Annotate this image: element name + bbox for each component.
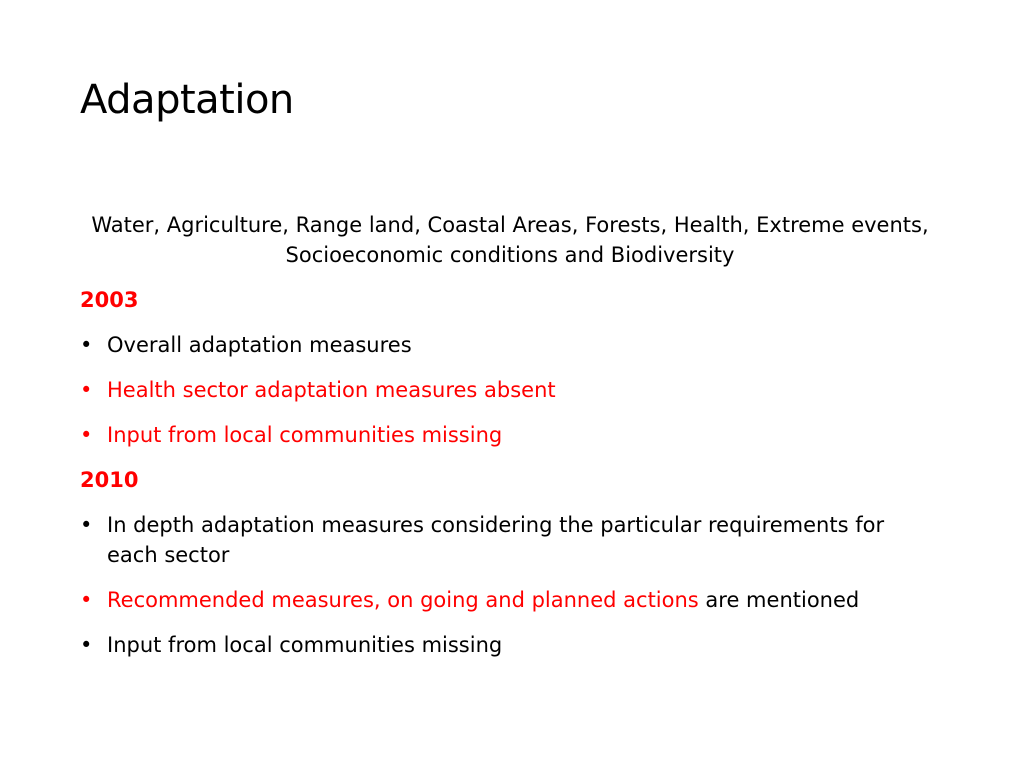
list-item bbox=[80, 630, 940, 660]
bullet-icon: • bbox=[80, 513, 93, 537]
list-item-text: Health sector adaptation measures absent bbox=[107, 378, 556, 402]
bullet-list-2003 bbox=[80, 330, 940, 450]
list-item bbox=[80, 510, 940, 570]
list-item-text-highlight: Recommended measures, on going and planned actions bbox=[107, 588, 699, 612]
bullet-list-2010 bbox=[80, 510, 940, 660]
bullet-icon: • bbox=[80, 333, 93, 357]
list-item-text: Input from local communities missing bbox=[107, 633, 503, 657]
bullet-icon: • bbox=[80, 588, 93, 612]
list-item-text: Overall adaptation measures bbox=[107, 333, 412, 357]
bullet-icon: • bbox=[80, 633, 93, 657]
list-item-text: Input from local communities missing bbox=[107, 423, 503, 447]
intro-text: Water, Agriculture, Range land, Coastal Areas, Forests, Health, Extreme events, Socioeconomic conditions and Biodiversity bbox=[91, 213, 929, 267]
list-item bbox=[80, 330, 940, 360]
year-heading-2010: 2010 bbox=[80, 468, 139, 492]
list-item bbox=[80, 375, 940, 405]
list-item-text: In depth adaptation measures considering the particular requirements for each sector bbox=[107, 513, 885, 567]
slide-title: Adaptation bbox=[80, 77, 294, 123]
list-item bbox=[80, 420, 940, 450]
year-heading-2003: 2003 bbox=[80, 288, 139, 312]
bullet-icon: • bbox=[80, 423, 93, 447]
slide-content bbox=[80, 210, 940, 675]
list-item-text-rest: are mentioned bbox=[698, 588, 860, 612]
bullet-icon: • bbox=[80, 378, 93, 402]
list-item bbox=[80, 585, 940, 615]
